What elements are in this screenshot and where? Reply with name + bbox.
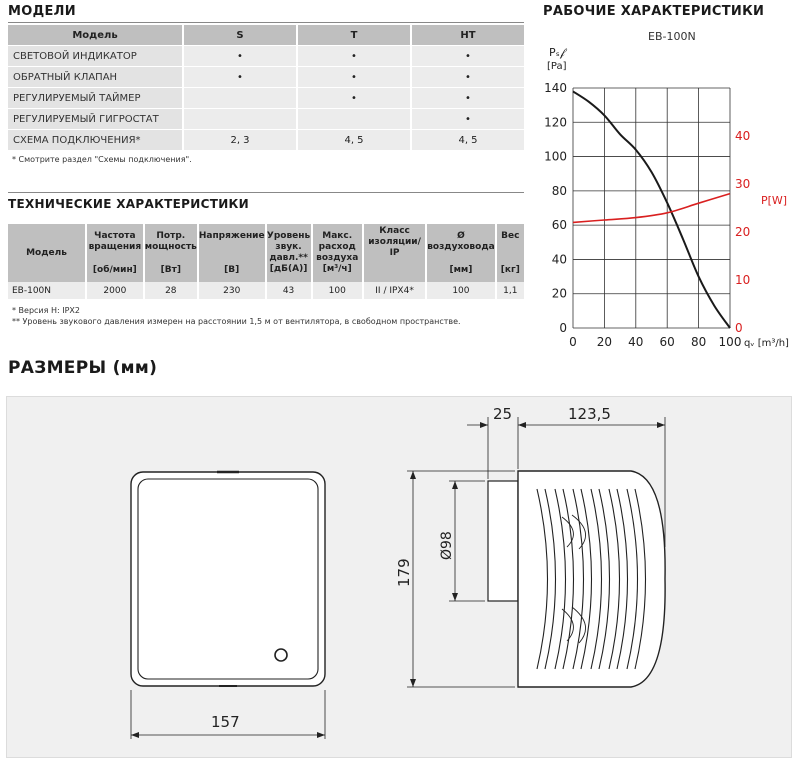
- models-header-model: Модель: [8, 25, 182, 46]
- tech-header-cell: [8, 224, 85, 282]
- tech-header-cell: [425, 224, 494, 282]
- y-tick-label: 100: [544, 149, 567, 164]
- tech-header-unit: [кг]: [500, 264, 520, 275]
- tech-footnote-2: ** Уровень звукового давления измерен на расстоянии 1,5 м от вентилятора, в свободном пространстве.: [12, 317, 461, 326]
- tech-header-name: Ø воздуховода: [427, 230, 495, 252]
- front-outer-frame: [131, 472, 325, 686]
- row-value: •: [296, 88, 410, 109]
- dimensions-drawing: [7, 397, 793, 759]
- tech-header-name: Модель: [26, 247, 67, 258]
- tech-cell: 100: [311, 282, 362, 299]
- x-tick-label: 0: [569, 335, 577, 349]
- row-label: РЕГУЛИРУЕМЫЙ ГИГРОСТАТ: [8, 109, 182, 130]
- tech-table-header: [8, 224, 524, 282]
- tech-header-unit: [Вт]: [160, 264, 181, 275]
- tech-header-name: Напряжение: [198, 230, 265, 241]
- tech-table: [8, 224, 524, 299]
- y-axis-label: Pₛ𝒻: [549, 46, 565, 59]
- row-value: [182, 109, 296, 130]
- row-value: [182, 88, 296, 109]
- models-header-s: S: [182, 25, 296, 46]
- table-row: [8, 130, 524, 151]
- table-row: [8, 46, 524, 67]
- y-tick-label: 40: [551, 252, 567, 267]
- tech-header-unit: [364, 259, 425, 281]
- tech-cell: 230: [197, 282, 265, 299]
- tech-header-unit: [мм]: [449, 264, 473, 275]
- table-row: [8, 88, 524, 109]
- body-depth-label: 123,5: [568, 405, 611, 423]
- tech-cell: II / IPX4*: [362, 282, 425, 299]
- row-value: •: [296, 67, 410, 88]
- pressure-curve: [573, 91, 730, 328]
- chart-y-ticks: [544, 81, 567, 335]
- width-label: 157: [211, 713, 240, 731]
- models-footnote: * Смотрите раздел "Схемы подключения".: [12, 155, 192, 164]
- row-value: •: [182, 67, 296, 88]
- row-label: СВЕТОВОЙ ИНДИКАТОР: [8, 46, 182, 67]
- spigot-depth-label: 25: [493, 405, 513, 423]
- models-header-t: T: [296, 25, 410, 46]
- y-axis-unit: [Pa]: [547, 61, 567, 72]
- row-value: [296, 109, 410, 130]
- x-tick-label: 60: [659, 335, 675, 349]
- tech-header-name: Уровень звук. давл.**: [266, 231, 311, 263]
- y2-tick-label: 20: [735, 225, 751, 239]
- x-tick-label: 40: [628, 335, 644, 349]
- y2-tick-label: 40: [735, 129, 751, 143]
- tech-header-cell: [85, 224, 143, 282]
- tech-header-unit: [м³/ч]: [322, 264, 352, 274]
- chart-y2-ticks: [735, 129, 750, 335]
- tech-header-cell: [362, 224, 425, 282]
- x-axis-label: qᵥ [m³/h]: [744, 338, 789, 349]
- models-title: МОДЕЛИ: [8, 4, 76, 19]
- y2-tick-label: 10: [735, 273, 751, 287]
- tech-header-cell: [265, 224, 311, 282]
- table-row: [8, 67, 524, 88]
- tech-title: ТЕХНИЧЕСКИЕ ХАРАКТЕРИСТИКИ: [8, 197, 249, 211]
- tech-header-unit: [дБ(А)]: [269, 264, 308, 274]
- dimensions-panel: [6, 396, 792, 758]
- x-tick-label: 80: [690, 335, 707, 349]
- row-value: •: [410, 109, 524, 130]
- diameter-label: Ø98: [439, 531, 455, 560]
- row-value: 4, 5: [410, 130, 524, 151]
- row-value: •: [410, 88, 524, 109]
- performance-title: РАБОЧИЕ ХАРАКТЕРИСТИКИ: [543, 4, 765, 19]
- y-tick-label: 60: [551, 218, 567, 233]
- power-curve: [573, 194, 730, 223]
- side-view: [488, 471, 665, 687]
- tech-cell: 2000: [85, 282, 143, 299]
- row-value: 4, 5: [296, 130, 410, 151]
- tech-header-name: Вес: [501, 230, 520, 241]
- models-table: [8, 25, 524, 151]
- row-value: •: [410, 67, 524, 88]
- tech-header-unit: [об/мин]: [92, 264, 137, 275]
- row-label: ОБРАТНЫЙ КЛАПАН: [8, 67, 182, 88]
- tech-header-cell: [143, 224, 197, 282]
- tech-cell: EB-100N: [8, 282, 85, 299]
- y-tick-label: 120: [544, 115, 567, 130]
- table-row: [8, 109, 524, 130]
- models-table-header: [8, 25, 524, 46]
- models-header-ht: HT: [410, 25, 524, 46]
- y2-tick-label: 30: [735, 177, 751, 191]
- performance-chart: [530, 40, 793, 358]
- tech-header-name: Класс изоляции/ IP: [368, 225, 421, 258]
- y-tick-label: 0: [559, 321, 567, 335]
- row-value: •: [296, 46, 410, 67]
- row-value: •: [410, 46, 524, 67]
- row-value: •: [182, 46, 296, 67]
- height-label: 179: [395, 558, 413, 587]
- tech-cell: 28: [143, 282, 197, 299]
- tech-header-cell: [311, 224, 362, 282]
- y-tick-label: 140: [544, 81, 567, 95]
- duct-spigot: [488, 481, 518, 601]
- tech-footnote-1: * Версия H: IPX2: [12, 306, 80, 315]
- tech-cell: 43: [265, 282, 311, 299]
- tech-header-unit: [В]: [224, 264, 240, 275]
- front-view: [131, 472, 325, 686]
- tech-cell: 100: [425, 282, 494, 299]
- x-tick-label: 100: [718, 335, 742, 349]
- tech-header-name: Частота вращения: [88, 230, 142, 252]
- tech-header-name: Потр. мощность: [144, 230, 197, 252]
- table-row: [8, 282, 524, 299]
- tech-header-cell: [495, 224, 524, 282]
- row-label: СХЕМА ПОДКЛЮЧЕНИЯ*: [8, 130, 182, 151]
- models-title-rule: [8, 22, 524, 23]
- y-tick-label: 20: [551, 286, 567, 301]
- row-value: 2, 3: [182, 130, 296, 151]
- tech-header-name: Макс. расход воздуха: [316, 231, 359, 263]
- x-tick-label: 20: [596, 335, 613, 349]
- tech-cell: 1,1: [495, 282, 524, 299]
- performance-model: EB-100N: [648, 30, 696, 43]
- y-tick-label: 80: [551, 183, 567, 198]
- chart-x-ticks: [569, 335, 741, 349]
- dimensions-title: РАЗМЕРЫ (мм): [8, 358, 158, 378]
- y2-axis-label: P[W]: [761, 194, 788, 207]
- tech-header-cell: [197, 224, 265, 282]
- y2-tick-label: 0: [735, 321, 743, 335]
- row-label: РЕГУЛИРУЕМЫЙ ТАЙМЕР: [8, 88, 182, 109]
- tech-title-rule: [8, 192, 524, 193]
